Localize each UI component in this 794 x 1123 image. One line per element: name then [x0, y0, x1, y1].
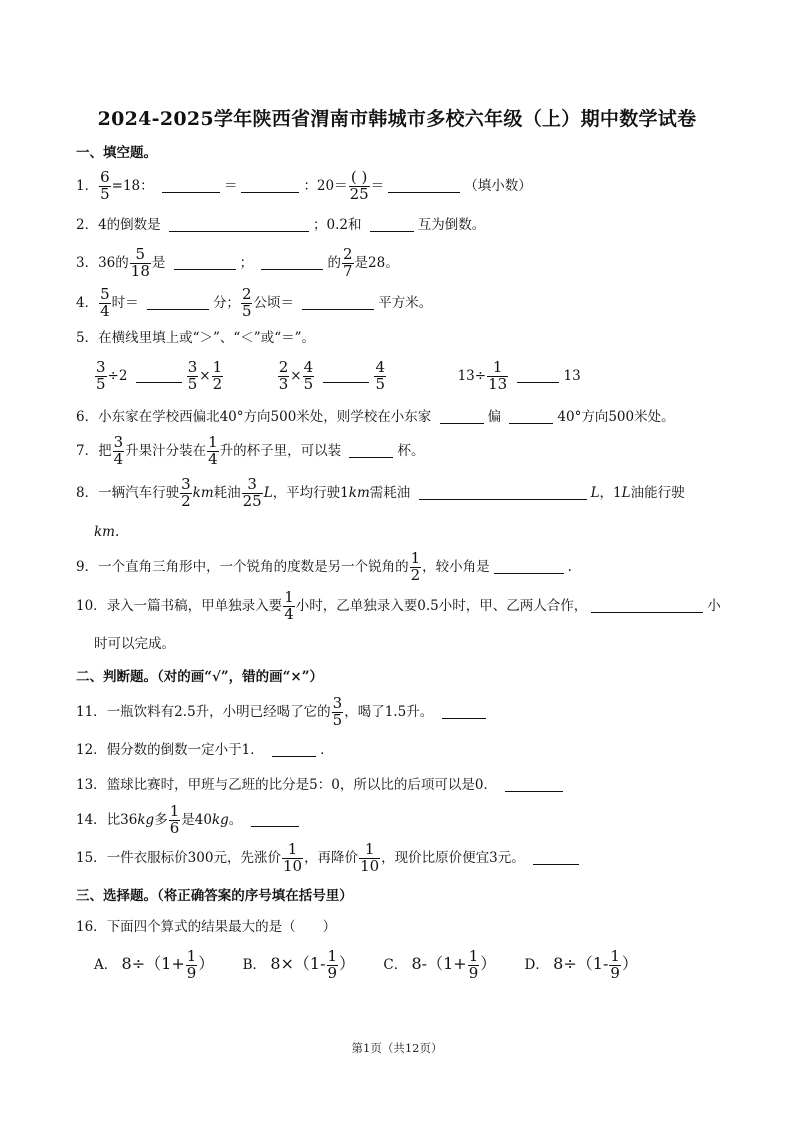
- answer-blank[interactable]: [261, 255, 323, 270]
- fraction: $\frac{3}{25}$: [242, 475, 262, 510]
- answer-blank[interactable]: [162, 178, 220, 193]
- question-2: 2．4的倒数是 ；0.2和 互为倒数。: [76, 217, 486, 233]
- answer-blank[interactable]: [136, 368, 182, 383]
- question-3: 3．36的 $\frac{5}{18}$ 是 ； 的 $\frac{2}{7}$ 是28。: [76, 245, 399, 280]
- fraction: $\frac{1}{9}$: [327, 947, 338, 982]
- answer-blank[interactable]: [494, 559, 564, 574]
- answer-blank[interactable]: [533, 850, 579, 865]
- answer-blank[interactable]: [147, 295, 209, 310]
- question-1: 1． $\frac{6}{5}$ =18： ＝ ：20＝ $\frac{( )}{25}$ ＝ （填小数）: [76, 168, 532, 203]
- fraction: $\frac{1}{13}$: [488, 358, 508, 393]
- question-7: 7．把 $\frac{3}{4}$ 升果汁分装在 $\frac{1}{4}$ 升的杯子里，可以装 杯。: [76, 433, 425, 468]
- fraction: $\frac{3}{5}$: [332, 694, 343, 729]
- fraction: $\frac{1}{10}$: [282, 840, 303, 875]
- fraction: $\frac{3}{5}$: [187, 358, 198, 393]
- answer-blank[interactable]: [440, 409, 484, 424]
- answer-blank[interactable]: [505, 777, 563, 792]
- exam-title: 2024-2025学年陕西省渭南市韩城市多校六年级（上）期中数学试卷: [97, 108, 697, 130]
- answer-blank[interactable]: [419, 485, 587, 500]
- answer-blank[interactable]: [388, 178, 460, 193]
- fraction: $\frac{1}{9}$: [468, 947, 479, 982]
- question-number: 1．: [76, 178, 99, 194]
- question-8: 8．一辆汽车行驶 $\frac{3}{2}$ km耗油 $\frac{3}{25}$ L，平均行驶1km需耗油 L，1L油能行驶: [76, 475, 685, 510]
- option-b[interactable]: B． 8×（1- $\frac{1}{9}$ ）: [242, 947, 356, 982]
- answer-blank[interactable]: [509, 409, 553, 424]
- question-15: 15．一件衣服标价300元，先涨价 $\frac{1}{10}$ ，再降价 $\frac{1}{10}$ ，现价比原价便宜3元。: [76, 838, 583, 878]
- question-5: 5．在横线里填上或“＞”、“＜”或“＝”。: [76, 330, 316, 346]
- question-5-comparisons: $\frac{3}{5}$ ÷2 $\frac{3}{5}$ × $\frac{1}{2}$ $\frac{2}{3}$ × $\frac{4}{5}$ $\frac{4}{5}$ 13÷ $\frac{1}{13}$ 13: [96, 358, 581, 393]
- fraction: $\frac{( )}{25}$: [349, 168, 369, 203]
- fraction: $\frac{5}{4}$: [100, 285, 110, 320]
- answer-blank[interactable]: [241, 178, 299, 193]
- fraction: $\frac{3}{4}$: [113, 433, 124, 468]
- answer-blank[interactable]: [370, 217, 414, 232]
- question-13: 13．篮球比赛时，甲班与乙班的比分是5：0，所以比的后项可以是0．: [76, 765, 567, 805]
- option-d[interactable]: D． 8÷（1- $\frac{1}{9}$ ）: [524, 947, 638, 982]
- answer-blank[interactable]: [323, 368, 369, 383]
- page-footer: 第1页（共12页）: [351, 1041, 443, 1055]
- question-16-options: [94, 944, 662, 984]
- fraction: $\frac{4}{5}$: [303, 358, 314, 393]
- option-a[interactable]: A． 8÷（1+ $\frac{1}{9}$ ）: [94, 947, 215, 982]
- fraction: $\frac{6}{5}$: [100, 168, 110, 203]
- question-10: 10．录入一篇书稿，甲单独录入要 $\frac{1}{4}$ 小时，乙单独录入要0.5小时，甲、乙两人合作， 小: [76, 588, 721, 623]
- question-10-continued: 时可以完成。: [94, 636, 175, 652]
- question-12: 12．假分数的倒数一定小于1． ．: [76, 742, 334, 758]
- fraction: $\frac{3}{5}$: [96, 358, 106, 393]
- fraction: $\frac{1}{10}$: [360, 840, 380, 875]
- fraction: $\frac{1}{2}$: [212, 358, 223, 393]
- question-9: 9．一个直角三角形中，一个锐角的度数是另一个锐角的 $\frac{1}{2}$ ，较小角是 .: [76, 549, 572, 584]
- answer-blank[interactable]: [174, 255, 236, 270]
- option-c[interactable]: C． 8-（1+ $\frac{1}{9}$ ）: [383, 947, 497, 982]
- fraction: $\frac{2}{3}$: [278, 358, 289, 393]
- fraction: $\frac{2}{7}$: [342, 245, 353, 280]
- fraction: $\frac{1}{4}$: [208, 433, 218, 468]
- fraction: $\frac{4}{5}$: [375, 358, 385, 393]
- section-heading-multiple-choice: 三、选择题。（将正确答案的序号填在括号里）: [76, 888, 353, 904]
- question-11: 11．一瓶饮料有2.5升，小明已经喝了它的 $\frac{3}{5}$ ，喝了1.5升。: [76, 692, 490, 732]
- answer-blank[interactable]: [591, 598, 703, 613]
- answer-blank[interactable]: [251, 812, 299, 827]
- answer-blank[interactable]: [169, 217, 309, 232]
- answer-blank[interactable]: [302, 295, 374, 310]
- question-8-continued: km.: [94, 524, 120, 540]
- fraction: $\frac{1}{4}$: [284, 588, 294, 623]
- fraction: $\frac{1}{6}$: [169, 802, 180, 837]
- question-16: 16．下面四个算式的结果最大的是（ ）: [76, 919, 337, 935]
- question-6: 6．小东家在学校西偏北40°方向500米处，则学校在小东家 偏 40°方向500米处。: [76, 409, 675, 425]
- answer-blank[interactable]: [272, 742, 316, 757]
- question-4: 4． $\frac{5}{4}$ 时＝ 分； $\frac{2}{5}$ 公顷＝ 平方米。: [76, 285, 433, 320]
- section-heading-true-false: 二、判断题。（对的画“√”，错的画“×”）: [76, 669, 323, 685]
- answer-blank[interactable]: [517, 368, 559, 383]
- fraction: $\frac{5}{18}$: [130, 245, 150, 280]
- answer-blank[interactable]: [442, 704, 486, 719]
- fraction: $\frac{3}{2}$: [181, 475, 191, 510]
- answer-blank[interactable]: [349, 443, 393, 458]
- fraction: $\frac{2}{5}$: [241, 285, 252, 320]
- fraction: $\frac{1}{2}$: [410, 549, 421, 584]
- fraction: $\frac{1}{9}$: [186, 947, 197, 982]
- fraction: $\frac{1}{9}$: [610, 947, 620, 982]
- question-14: 14．比36kg多 $\frac{1}{6}$ 是40kg。: [76, 800, 303, 840]
- section-heading-fill-blank: 一、填空题。: [76, 145, 157, 161]
